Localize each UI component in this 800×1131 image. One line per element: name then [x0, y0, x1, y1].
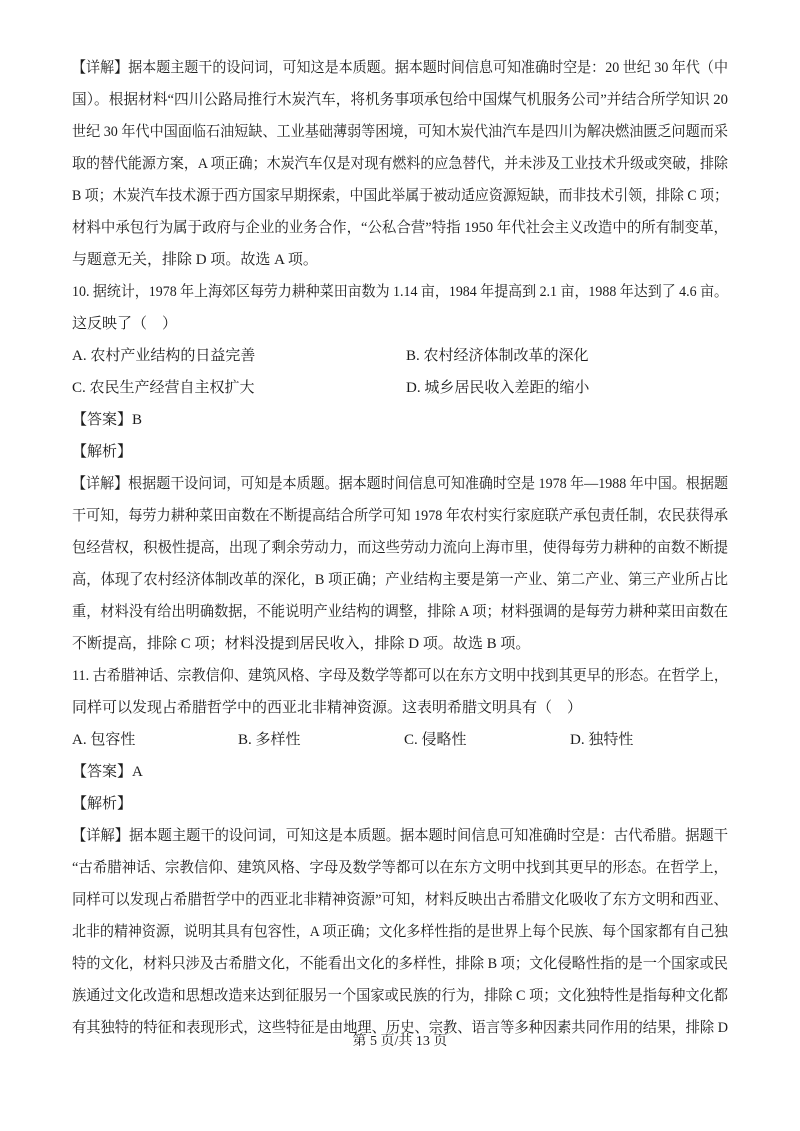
option-a: A. 包容性 [72, 732, 136, 748]
question-stem-line: 10. 据统计，1978 年上海郊区每劳力耕种菜田亩数为 1.14 亩，1984 年提高到 2.1 亩，1988 年达到了 4.6 亩。 [72, 284, 728, 300]
paragraph-line: “古希腊神话、宗教信仰、建筑风格、字母及数学等都可以在东方文明中找到其更早的形态。在哲学上， [72, 860, 728, 876]
q10-analysis-label: 【解析】 [72, 444, 133, 460]
paragraph-line: 北非的精神资源，说明其具有包容性，A 项正确；文化多样性指的是世界上每个民族、每个国家都有自己独 [72, 924, 728, 940]
option-c: C. 侵略性 [404, 732, 467, 748]
q10-options-row-2 [72, 372, 728, 404]
option-d: D. 独特性 [570, 732, 634, 748]
paragraph-line: 【详解】根据题干设问词，可知是本质题。据本题时间信息可知准确时空是 1978 年—1988 年中国。根据题 [72, 476, 728, 492]
paragraph-line: 不断提高，排除 C 项；材料没提到居民收入，排除 D 项。故选 B 项。 [72, 636, 531, 652]
q10-answer-label: 【答案】B [72, 412, 143, 428]
paragraph-line: 高，体现了农村经济体制改革的深化，B 项正确；产业结构主要是第一产业、第二产业、第三产业所占比 [72, 572, 728, 588]
paragraph-line: 材料中承包行为属于政府与企业的业务合作，“公私合营”特指 1950 年代社会主义改造中的所有制变革， [72, 220, 728, 236]
paragraph-line: 世纪 30 年代中国面临石油短缺、工业基础薄弱等困境，可知木炭代油汽车是四川为解决燃油匮乏问题而采 [72, 124, 728, 140]
q11-options-row [72, 724, 728, 756]
option-d: D. 城乡居民收入差距的缩小 [406, 380, 590, 396]
paragraph-line: 干可知，每劳力耕种菜田亩数在不断提高结合所学可知 1978 年农村实行家庭联产承包责任制，农民获得承 [72, 508, 728, 524]
q11-answer-label: 【答案】A [72, 764, 143, 780]
paragraph-line: 与题意无关，排除 D 项。故选 A 项。 [72, 252, 318, 268]
paragraph-line: 【详解】据本题主题干的设问词，可知这是本质题。据本题时间信息可知准确时空是：20 世纪 30 年代（中 [72, 60, 728, 76]
q9-explain-paragraph [72, 52, 728, 276]
question-stem-line: 同样可以发现占希腊哲学中的西亚北非精神资源。这表明希腊文明具有（ ） [72, 700, 583, 716]
paragraph-line: 【详解】据本题主题干的设问词，可知这是本质题。据本题时间信息可知准确时空是：古代希腊。据题干 [72, 828, 728, 844]
question-11 [72, 660, 728, 820]
option-a: A. 农村产业结构的日益完善 [72, 348, 256, 364]
q11-explain-paragraph [72, 820, 728, 1044]
paragraph-line: 包经营权，积极性提高，出现了剩余劳动力，而这些劳动力流向上海市里，使得每劳力耕种的亩数不断提 [72, 540, 728, 556]
paragraph-line: 国）。根据材料“四川公路局推行木炭汽车，将机务事项承包给中国煤气机服务公司”并结合所学知识 20 [72, 92, 728, 108]
paragraph-line: B 项；木炭汽车技术源于西方国家早期探索，中国此举属于被动适应资源短缺，而非技术引领，排除 C 项； [72, 188, 728, 204]
option-c: C. 农民生产经营自主权扩大 [72, 380, 255, 396]
paragraph-line: 同样可以发现占希腊哲学中的西亚北非精神资源”可知，材料反映出古希腊文化吸收了东方文明和西亚、 [72, 892, 728, 908]
q10-explain-paragraph [72, 468, 728, 660]
question-stem-line: 这反映了（ ） [72, 316, 178, 332]
paragraph-line: 有其独特的特征和表现形式，这些特征是由地理、历史、宗教、语言等多种因素共同作用的结果，排除 D [72, 1020, 728, 1036]
option-b: B. 农村经济体制改革的深化 [406, 348, 589, 364]
q11-analysis-label: 【解析】 [72, 796, 133, 812]
paragraph-line: 取的替代能源方案，A 项正确；木炭汽车仅是对现有燃料的应急替代，并未涉及工业技术升级或突破，排除 [72, 156, 728, 172]
q10-options-row-1 [72, 340, 728, 372]
page-number-footer: 第 5 页/共 13 页 [352, 1034, 448, 1049]
paragraph-line: 族通过文化改造和思想改造来达到征服另一个国家或民族的行为，排除 C 项；文化独特性是指每种文化都 [72, 988, 728, 1004]
paragraph-line: 重，材料没有给出明确数据，不能说明产业结构的调整，排除 A 项；材料强调的是每劳力耕种菜田亩数在 [72, 604, 728, 620]
option-b: B. 多样性 [238, 732, 301, 748]
paragraph-line: 特的文化，材料只涉及古希腊文化，不能看出文化的多样性，排除 B 项；文化侵略性指的是一个国家或民 [72, 956, 728, 972]
question-stem-line: 11. 古希腊神话、宗教信仰、建筑风格、字母及数学等都可以在东方文明中找到其更早的形态。在哲学上， [72, 668, 728, 684]
question-10 [72, 276, 728, 468]
